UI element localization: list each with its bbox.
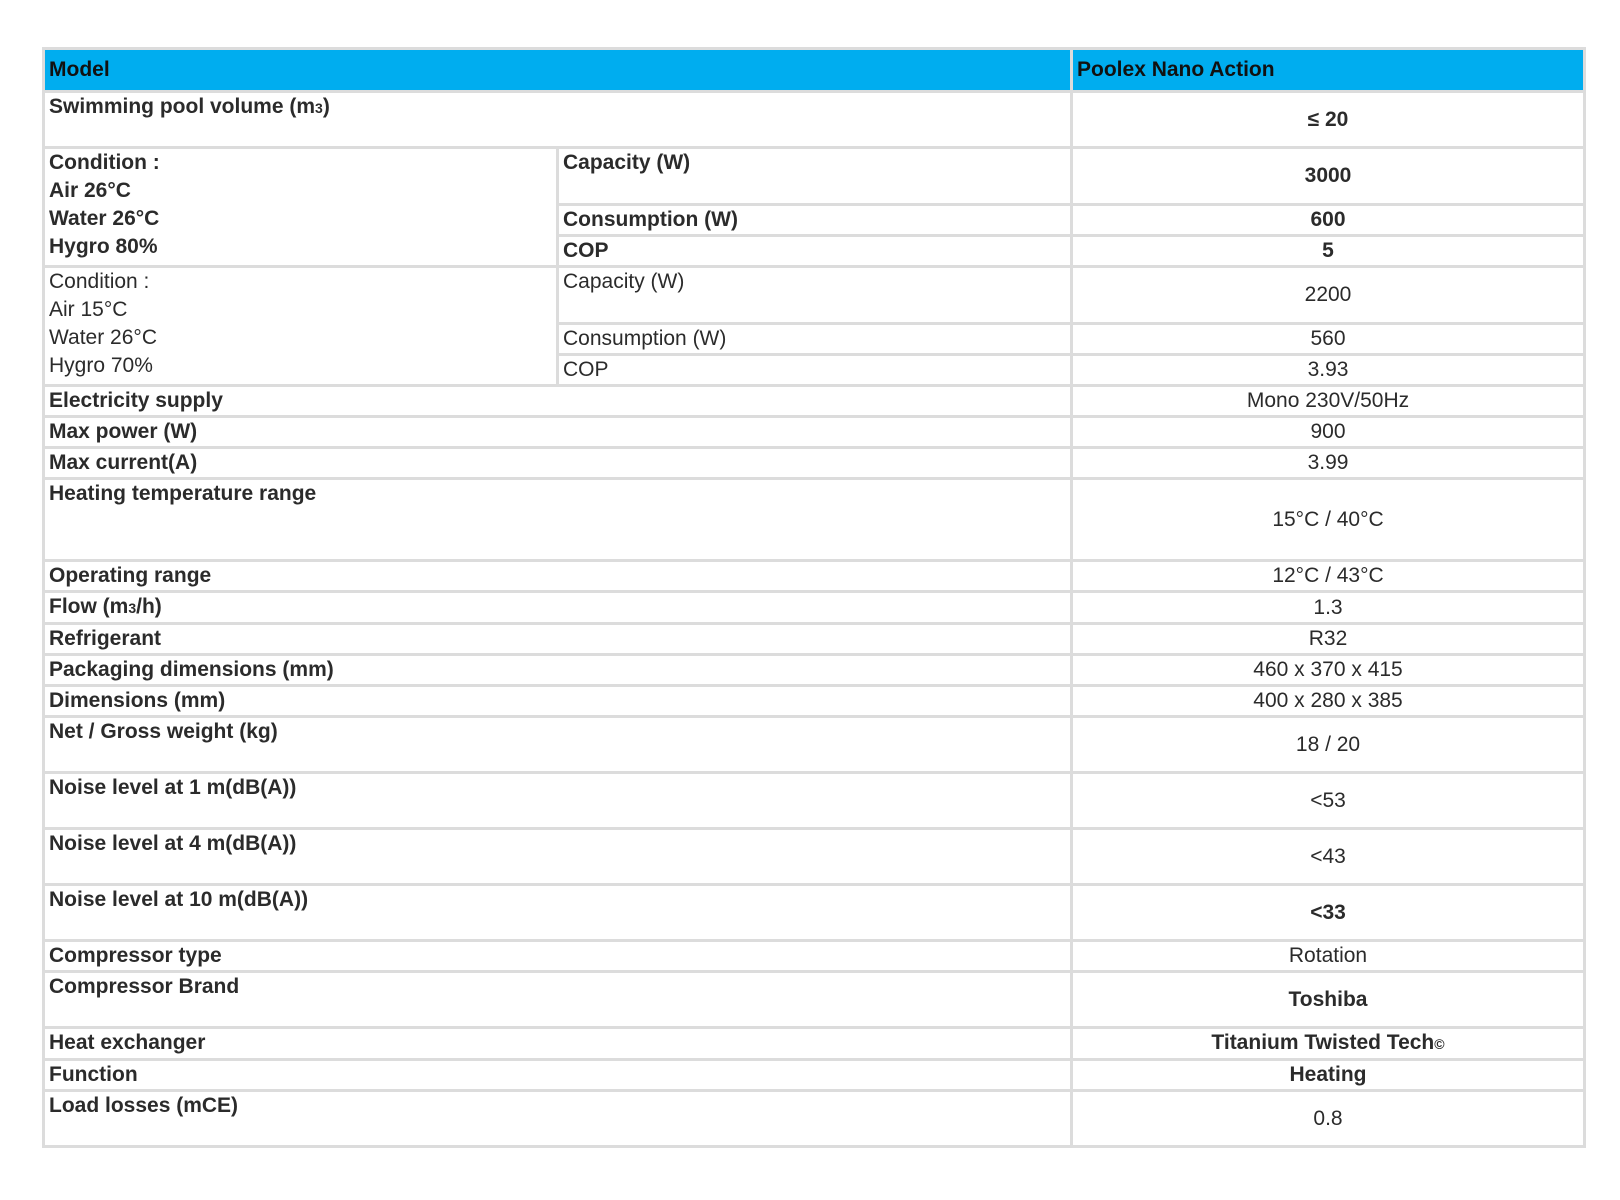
table-row <box>44 1028 1585 1060</box>
row-value: ≤ 20 <box>1072 92 1585 148</box>
table-row <box>44 592 1585 624</box>
row-label: Compressor Brand <box>44 972 1072 1028</box>
row-value: 460 x 370 x 415 <box>1072 655 1585 686</box>
row-value: 560 <box>1072 324 1585 355</box>
row-label: Packaging dimensions (mm) <box>44 655 1072 686</box>
row-value: 0.8 <box>1072 1091 1585 1147</box>
row-label: COP <box>558 236 1072 267</box>
table-row <box>44 941 1585 972</box>
row-label: Noise level at 4 m(dB(A)) <box>44 829 1072 885</box>
row-label: Load losses (mCE) <box>44 1091 1072 1147</box>
row-label: Capacity (W) <box>558 148 1072 205</box>
row-value: <53 <box>1072 773 1585 829</box>
row-value: 2200 <box>1072 267 1585 324</box>
row-label: Noise level at 1 m(dB(A)) <box>44 773 1072 829</box>
row-value: 12°C / 43°C <box>1072 561 1585 592</box>
row-label: COP <box>558 355 1072 386</box>
table-row <box>44 386 1585 417</box>
table-row <box>44 1060 1585 1091</box>
table-row <box>44 773 1585 829</box>
specifications-table <box>42 47 1586 1148</box>
condition-2-cell: Condition : Air 15°C Water 26°C Hygro 70% <box>44 267 558 386</box>
row-label: Heat exchanger <box>44 1028 1072 1060</box>
row-label: Net / Gross weight (kg) <box>44 717 1072 773</box>
header-model-name: Poolex Nano Action <box>1072 49 1585 92</box>
row-value: Toshiba <box>1072 972 1585 1028</box>
table-row <box>44 655 1585 686</box>
table-row <box>44 267 1585 324</box>
row-label: Operating range <box>44 561 1072 592</box>
row-value: Titanium Twisted Tech© <box>1072 1028 1585 1060</box>
row-label: Compressor type <box>44 941 1072 972</box>
row-value: R32 <box>1072 624 1585 655</box>
row-label: Swimming pool volume (m3) <box>44 92 1072 148</box>
row-value: 3.99 <box>1072 448 1585 479</box>
table-row <box>44 417 1585 448</box>
table-row <box>44 717 1585 773</box>
row-label: Max current(A) <box>44 448 1072 479</box>
row-value: Mono 230V/50Hz <box>1072 386 1585 417</box>
row-label: Max power (W) <box>44 417 1072 448</box>
row-value: 1.3 <box>1072 592 1585 624</box>
condition-1-cell: Condition : Air 26°C Water 26°C Hygro 80% <box>44 148 558 267</box>
table-row <box>44 479 1585 561</box>
table-row <box>44 885 1585 941</box>
table-row <box>44 829 1585 885</box>
row-label: Noise level at 10 m(dB(A)) <box>44 885 1072 941</box>
table-row <box>44 448 1585 479</box>
row-label: Flow (m3/h) <box>44 592 1072 624</box>
table-row <box>44 1091 1585 1147</box>
header-label: Model <box>44 49 1072 92</box>
row-value: <43 <box>1072 829 1585 885</box>
table-row <box>44 148 1585 205</box>
row-label: Refrigerant <box>44 624 1072 655</box>
table-row <box>44 972 1585 1028</box>
row-value: Rotation <box>1072 941 1585 972</box>
row-value: 15°C / 40°C <box>1072 479 1585 561</box>
table-row <box>44 624 1585 655</box>
row-value: 400 x 280 x 385 <box>1072 686 1585 717</box>
table-row <box>44 561 1585 592</box>
row-label: Dimensions (mm) <box>44 686 1072 717</box>
row-label: Capacity (W) <box>558 267 1072 324</box>
row-value: 5 <box>1072 236 1585 267</box>
row-value: <33 <box>1072 885 1585 941</box>
row-value: 900 <box>1072 417 1585 448</box>
row-value: 600 <box>1072 205 1585 236</box>
table-row <box>44 686 1585 717</box>
row-value: 3000 <box>1072 148 1585 205</box>
table-row <box>44 92 1585 148</box>
row-value: 18 / 20 <box>1072 717 1585 773</box>
row-label: Heating temperature range <box>44 479 1072 561</box>
row-value: Heating <box>1072 1060 1585 1091</box>
row-label: Function <box>44 1060 1072 1091</box>
row-label: Consumption (W) <box>558 205 1072 236</box>
row-label: Consumption (W) <box>558 324 1072 355</box>
table-header-row <box>44 49 1585 92</box>
row-label: Electricity supply <box>44 386 1072 417</box>
row-value: 3.93 <box>1072 355 1585 386</box>
